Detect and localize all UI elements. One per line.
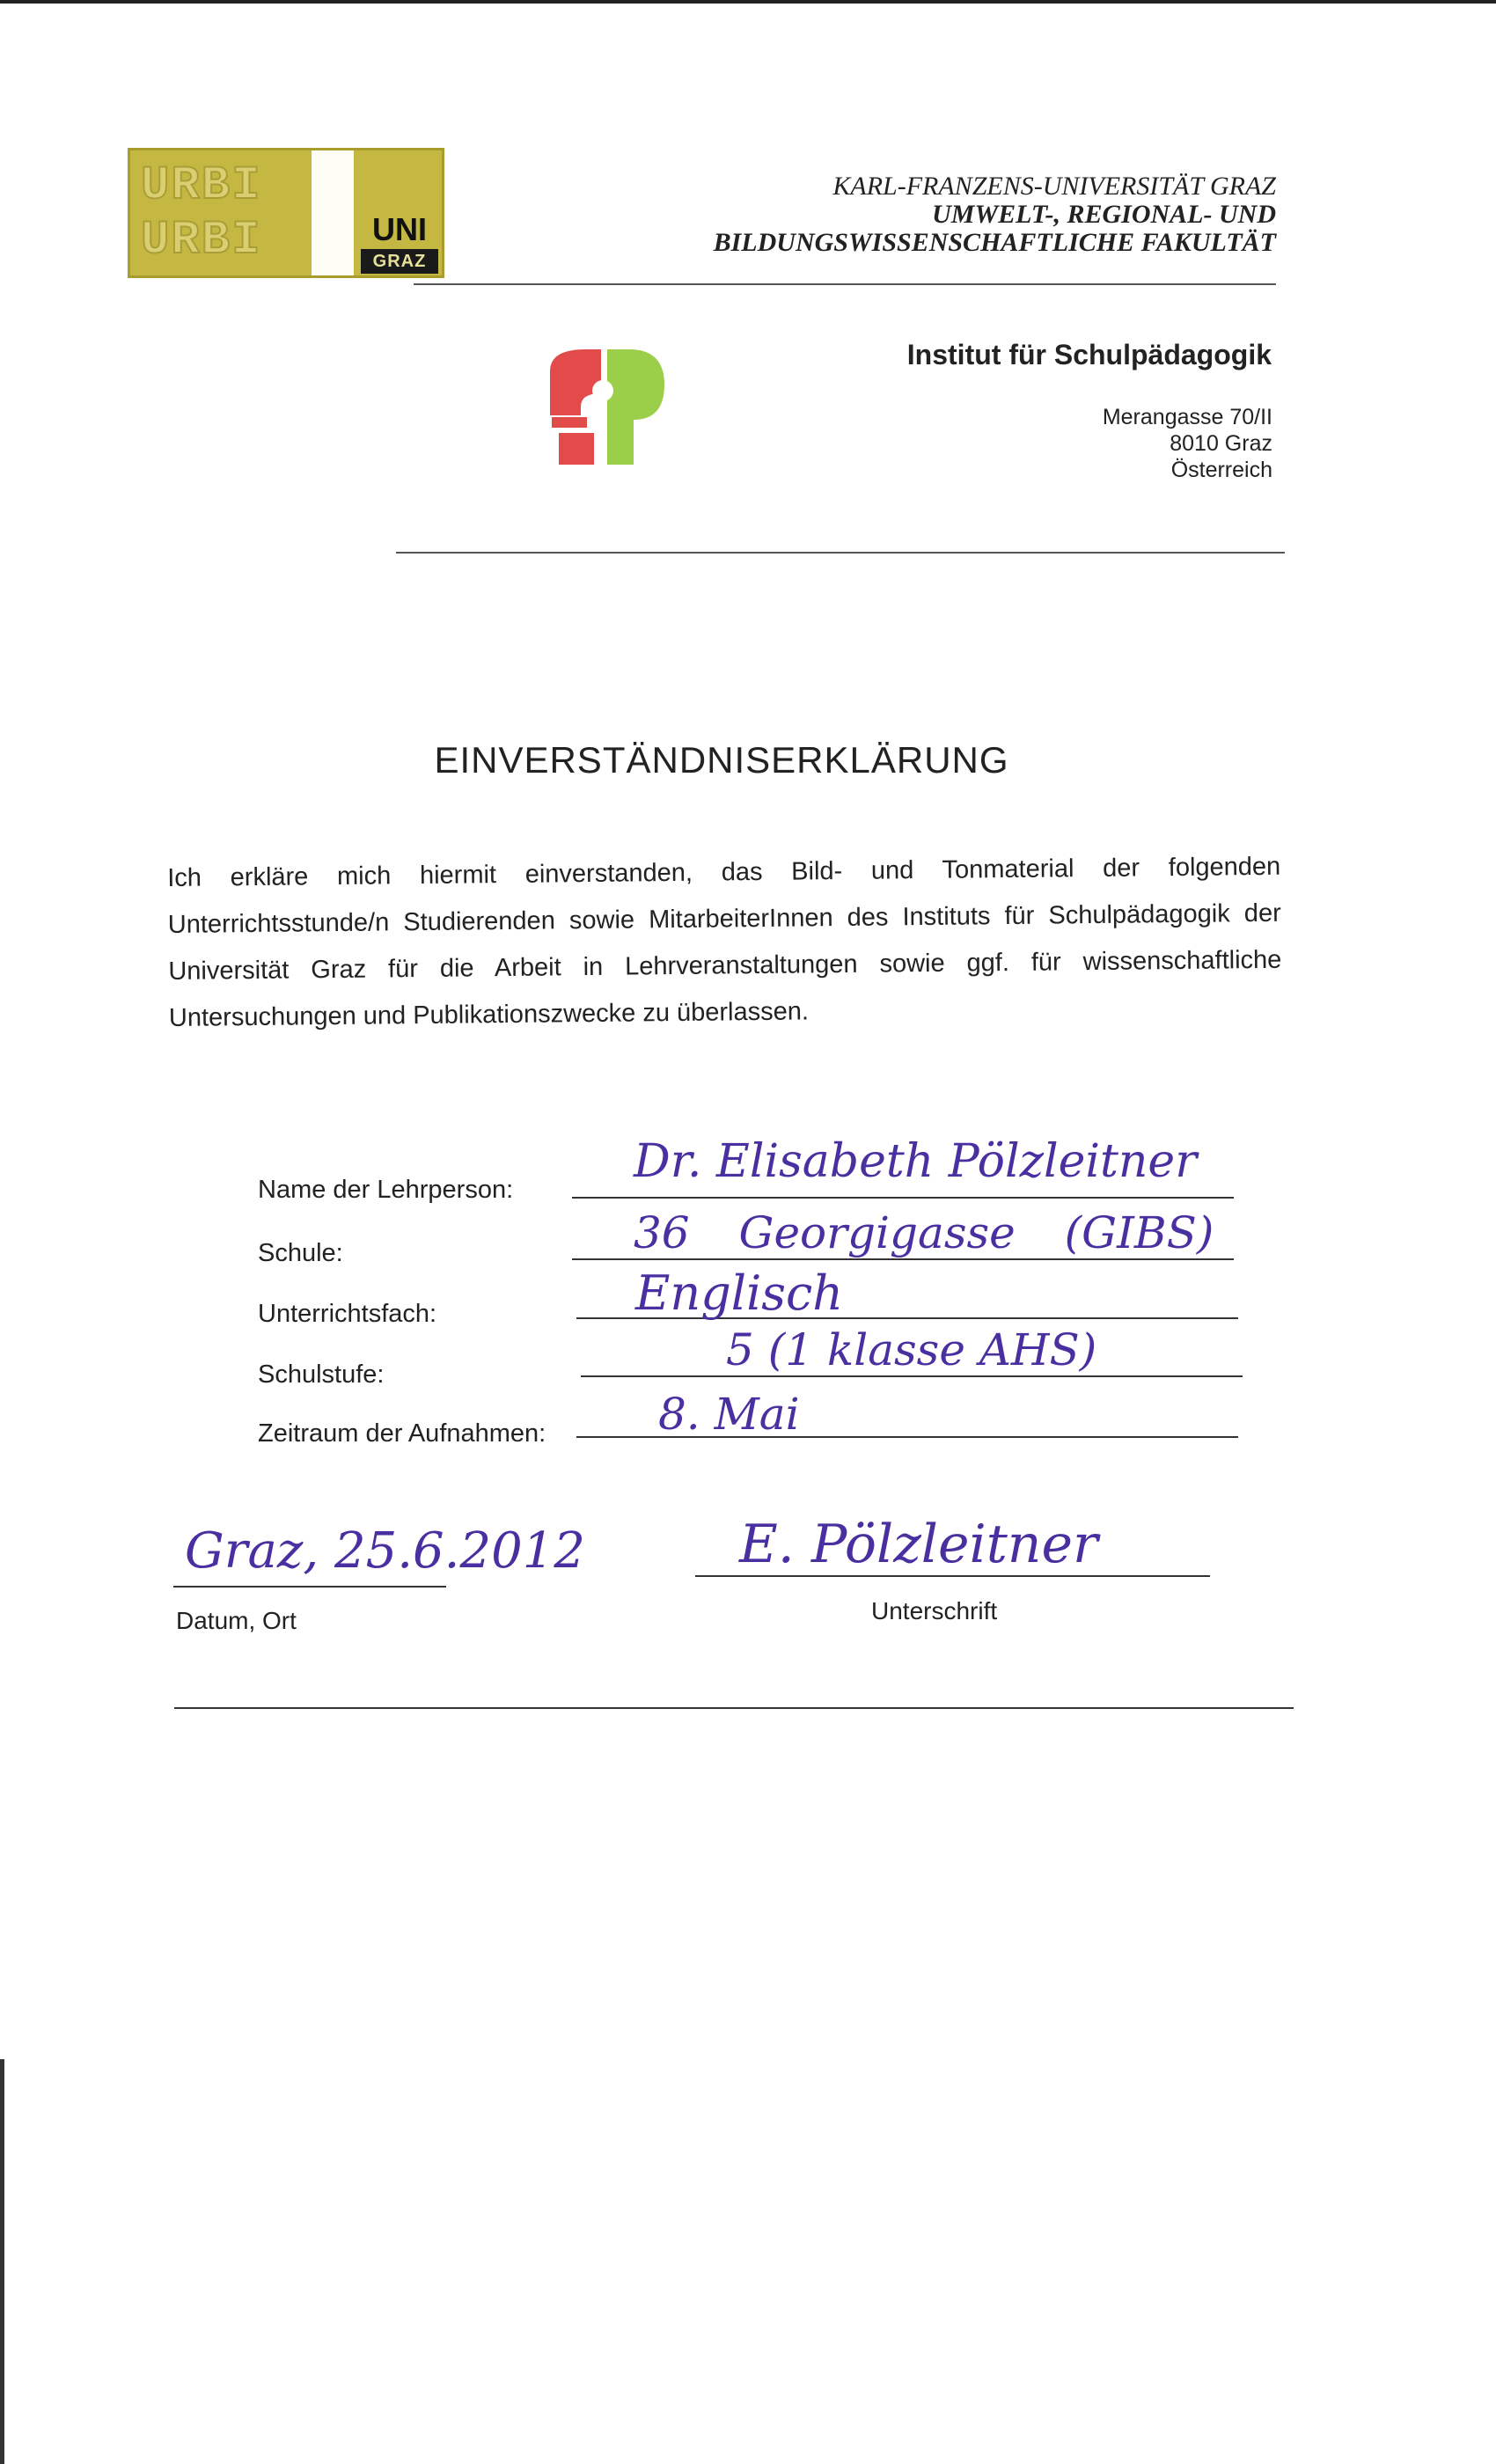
consent-text: Ich erkläre mich hiermit einverstanden, das Bild- und Tonmaterial der folgenden Unterrichtsstunde/n Studierenden sowie MitarbeiterInnen des Instituts für Schulpädagogik der Universität Graz für die Arbeit in Lehrveranstaltungen sowie ggf. für wissenschaftliche Untersuchungen und Publikationszwecke zu überlassen.	[167, 852, 1282, 1032]
urbi-logo	[128, 148, 444, 278]
field-value-school: 36 Georgigasse (GIBS)	[634, 1207, 1214, 1258]
field-line-school	[572, 1258, 1234, 1260]
institute-street: Merangasse 70/II	[1102, 405, 1272, 429]
urbi-logo-text: URBI URBI	[141, 159, 262, 268]
footer-rule	[174, 1707, 1294, 1709]
date-place-value: Graz, 25.6.2012	[185, 1522, 585, 1580]
institute-name: Institut für Schulpädagogik	[906, 339, 1272, 370]
field-label-school: Schule:	[258, 1239, 343, 1267]
institute-rule	[396, 552, 1285, 554]
urbi-logo-stripe	[312, 150, 354, 275]
uni-graz-mark	[361, 212, 438, 275]
field-value-teacher: Dr. Elisabeth Pölzleitner	[634, 1135, 1198, 1188]
scan-top-edge	[0, 0, 1496, 4]
date-place-label: Datum, Ort	[176, 1607, 297, 1634]
institute-logo-icon	[532, 345, 682, 477]
institute-country: Österreich	[1170, 458, 1272, 482]
field-label-subject: Unterrichtsfach:	[258, 1300, 437, 1328]
field-line-teacher	[572, 1197, 1234, 1199]
field-line-grade	[581, 1375, 1243, 1377]
university-name: KARL-FRANZENS-UNIVERSITÄT GRAZ	[832, 172, 1276, 201]
uni-word: UNI	[372, 211, 427, 247]
signature-value: E. Pölzleitner	[739, 1514, 1098, 1575]
faculty-line-1: UMWELT-, REGIONAL- UND	[932, 200, 1276, 229]
field-value-grade: 5 (1 klasse AHS)	[726, 1324, 1097, 1375]
header-rule	[414, 283, 1276, 285]
signature-label: Unterschrift	[871, 1597, 998, 1624]
institute-city: 8010 Graz	[1170, 431, 1272, 456]
date-place-line	[173, 1586, 446, 1588]
scan-left-edge	[0, 2059, 4, 2464]
field-label-teacher: Name der Lehrperson:	[258, 1176, 514, 1204]
field-label-period: Zeitraum der Aufnahmen:	[258, 1419, 546, 1448]
document-title: EINVERSTÄNDNISERKLÄRUNG	[434, 739, 1009, 781]
faculty-line-2: BILDUNGSWISSENSCHAFTLICHE FAKULTÄT	[713, 228, 1276, 257]
field-value-subject: Englisch	[635, 1265, 844, 1321]
field-label-grade: Schulstufe:	[258, 1360, 385, 1389]
field-value-period: 8. Mai	[658, 1389, 800, 1440]
graz-word: GRAZ	[361, 249, 438, 274]
signature-line	[695, 1575, 1210, 1577]
